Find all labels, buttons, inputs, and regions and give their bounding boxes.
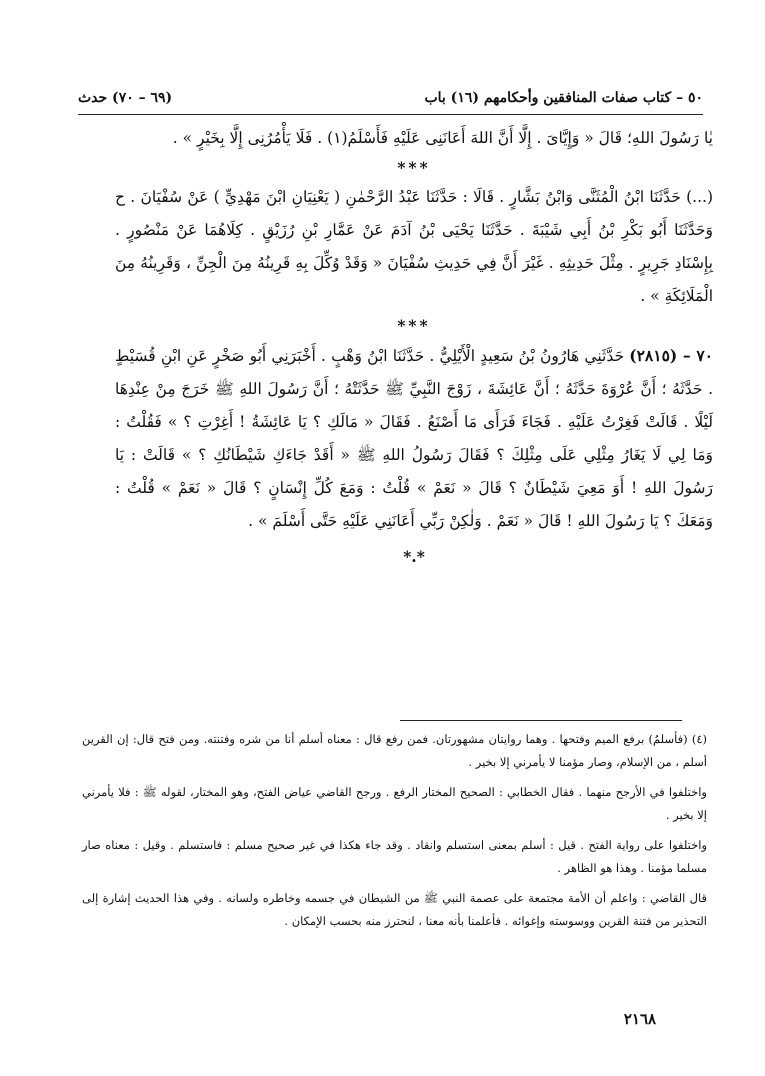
footnote-paragraph: واختلفوا على رواية الفتح . قيل : أسلم بمعنى استسلم وانقاد . وقد جاء هكذا في غير صحيح مسلم : فاستسلم . وقيل : معناه صار مسلما مؤمنا . وهذا هو الظاهر . <box>82 838 707 875</box>
hadith-number: ٧٠ – (٢٨١٥) <box>629 346 713 365</box>
footnote-paragraph: قال القاضي : واعلم أن الأمة مجتمعة على عصمة النبي ﷺ من الشيطان في جسمه وخاطره ولسانه . وفي هذا الحديث إشارة إلى التحذير من فتنة القرين ووسوسته وإغوائه . فأعلمنا بأنه معنا ، لنحترز منه بحسب الإمكان . <box>82 891 707 928</box>
separator-stars: *** <box>397 158 431 177</box>
running-header <box>78 86 703 110</box>
end-ornament: *.* <box>403 547 425 566</box>
page-number: ٢١٦٨ <box>623 1010 657 1028</box>
hadith-text: حَدَّثَنِي هَارُونُ بْنُ سَعِيدٍ الْأَيْلِيُّ . حَدَّثَنَا ابْنُ وَهْبٍ . أَخْبَرَنِي أَبُو صَخْرٍ عَنِ ابْنِ قُسَيْطٍ . حَدَّثَهُ ؛ أَنَّ عُرْوَةَ حَدَّثَهُ ؛ أَنَّ عَائِشَةَ ، زَوْجَ النَّبِيِّ ﷺ حَدَّثَتْهُ ؛ أَنَّ رَسُولَ اللهِ ﷺ خَرَجَ مِنْ عِنْدِهَا لَيْلًا . قَالَتْ فَغِرْتُ عَلَيْهِ . فَجَاءَ فَرَأَى مَا أَصْنَعُ . فَقَالَ « مَالَكِ ؟ يَا عَائِشَةُ ! أَغِرْتِ ؟ » فَقُلْتُ : وَمَا لِي لَا يَغَارُ مِثْلِي عَلَى مِثْلِكَ ؟ فَقَالَ رَسُولُ اللهِ ﷺ « أَقَدْ جَاءَكِ شَيْطَانُكِ ؟ » قَالَتْ : يَا رَسُولَ اللهِ ! أَوَ مَعِيَ شَيْطَانٌ ؟ قَالَ « نَعَمْ » قُلْتُ : وَمَعَ كُلِّ إِنْسَانٍ ؟ قَالَ « نَعَمْ » قُلْتُ : وَمَعَكَ ؟ يَا رَسُولَ اللهِ ! قَالَ « نَعَمْ . وَلٰكِنْ رَبِّي أَعَانَنِي عَلَيْهِ حَتَّى أَسْلَمَ » . <box>115 347 713 530</box>
footnotes <box>82 728 707 940</box>
continued-line: يٰا رَسُولَ اللهِ؛ قَالَ « وَإِيَّاىَ . إِلَّا أَنَّ اللهَ أَعَانَنِى عَلَيْهِ فَأَسْلَمُ(١) . فَلَا يَأْمُرُنِى إِلَّا بِخَيْرٍ » . <box>172 129 713 147</box>
header-page-label: ٥٠ – كتاب صفات المنافقين وأحكامهم (١٦) باب <box>424 90 703 106</box>
separator-stars: *** <box>397 316 431 335</box>
main-text <box>115 122 713 570</box>
header-hadith-range: (٦٩ – ٧٠) حدث <box>78 90 173 106</box>
header-rule <box>78 114 703 115</box>
footnote-paragraph: (٤) (فأسلمُ) برفع الميم وفتحها . وهما روايتان مشهورتان. فمن رفع قال : معناه أسلم أنا من شره وفتنته. ومن فتح قال: إن القرين أسلم ، من الإسلام، وصار مؤمنا لا يأمرني إلا بخير . <box>82 732 707 769</box>
footnote-rule <box>400 720 682 721</box>
footnote-paragraph: واختلفوا في الأرجح منهما . فقال الخطابي : الصحيح المختار الرفع . ورجح القاضي عياض الفتح، وهو المختار، لقوله ﷺ : فلا يأمرني إلا بخير . <box>82 785 707 822</box>
hadith-paragraph <box>115 339 713 538</box>
isnad-paragraph: (...) حَدَّثَنَا ابْنُ الْمُثَنَّى وَابْنُ بَشَّارٍ . قَالَا : حَدَّثَنَا عَبْدُ الرَّحْمٰنِ ( يَعْنِيَانِ ابْنَ مَهْدِيٍّ ) عَنْ سُفْيَانَ . ح وَحَدَّثَنَا أَبُو بَكْرِ بْنُ أَبِي شَيْبَةَ . حَدَّثَنَا يَحْيَى بْنُ آدَمَ عَنْ عَمَّارِ بْنِ رُزَيْقٍ . كِلَاهُمَا عَنْ مَنْصُورٍ . بِإِسْنَادِ جَرِيرٍ . مِثْلَ حَدِيثِهِ . غَيْرَ أَنَّ فِي حَدِيثِ سُفْيَانَ « وَقَدْ وُكِّلَ بِهِ قَرِينُهُ مِنَ الْجِنِّ ، وَقَرِينُهُ مِنَ الْمَلَائِكَةِ » . <box>115 188 713 305</box>
